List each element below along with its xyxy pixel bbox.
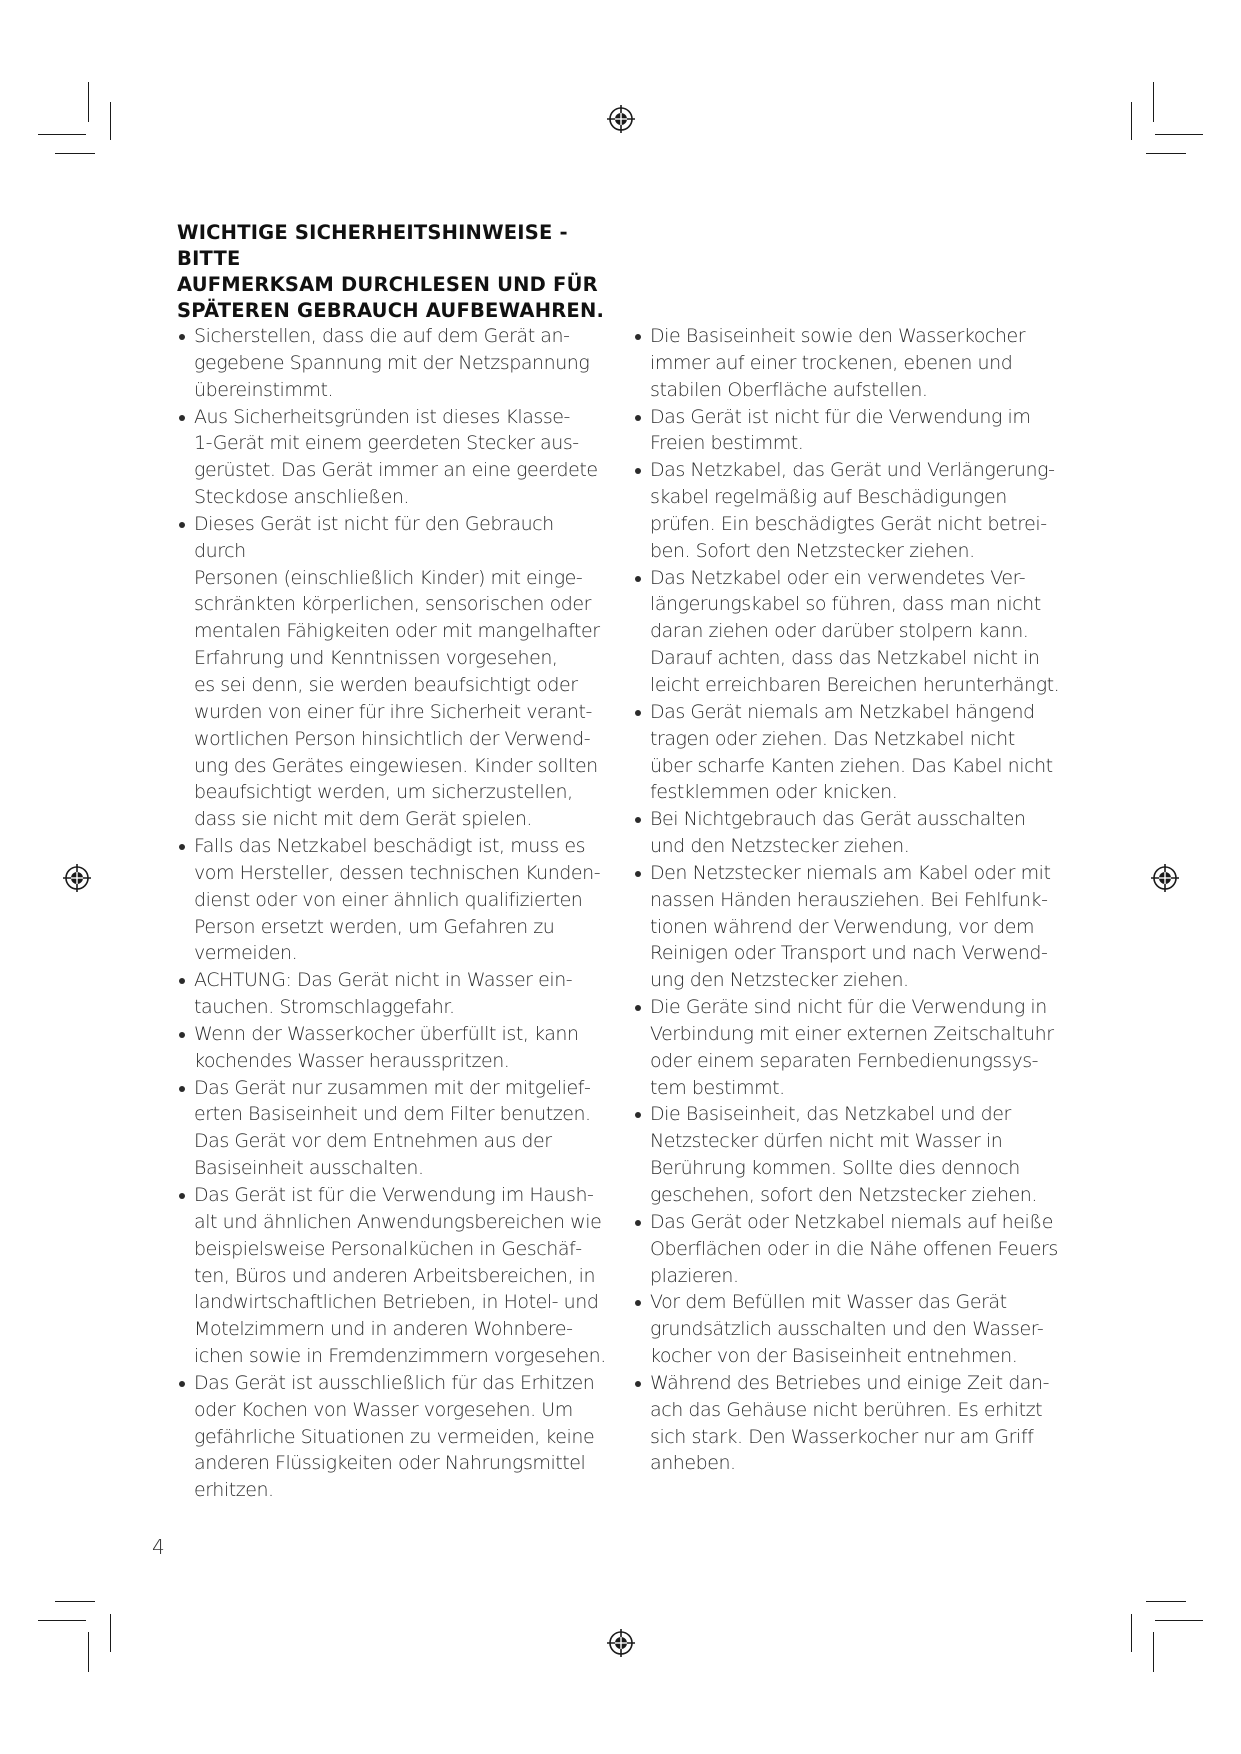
registration-mark-icon bbox=[62, 863, 92, 893]
list-item: Das Gerät niemals am Netzkabel hängend tragen oder ziehen. Das Netzkabel nicht über scharfe Kanten ziehen. Das Kabel nicht festklemmen oder knicken. bbox=[634, 699, 1070, 806]
crop-mark bbox=[38, 134, 86, 135]
crop-mark bbox=[110, 1614, 111, 1652]
list-item: Das Netzkabel oder ein verwendetes Ver- längerungskabel so führen, dass man nicht daran ziehen oder darüber stolpern kann. Darauf achten, dass das Netzkabel nicht in leicht erreichbaren Bereichen herunterhängt. bbox=[634, 565, 1070, 699]
list-item: Das Gerät oder Netzkabel niemals auf heiße Oberflächen oder in die Nähe offenen Feuers plazieren. bbox=[634, 1209, 1070, 1290]
list-item: Dieses Gerät ist nicht für den Gebrauch durch Personen (einschließlich Kinder) mit einge- schränkten körperlichen, sensorischen oder mentalen Fähigkeiten oder mit mangelhafter Erfahrung und Kenntnissen vorgesehen, es sei denn, sie werden beaufsichtigt oder wurden von einer für ihre Sicherheit verant- wortlichen Person hinsichtlich der Verwend- ung des Gerätes eingewiesen. Kinder sollten beaufsichtigt werden, um sicherzustellen, dass sie nicht mit dem Gerät spielen. bbox=[178, 511, 608, 833]
registration-mark-icon bbox=[606, 1628, 636, 1658]
list-item: Die Basiseinheit sowie den Wasserkocher immer auf einer trockenen, ebenen und stabilen Oberfläche aufstellen. bbox=[634, 323, 1070, 404]
list-item: Das Gerät ist für die Verwendung im Haush- alt und ähnlichen Anwendungsbereichen wie beispielsweise Personalküchen in Geschäf- ten, Büros und anderen Arbeitsbereichen, in landwirtschaftlichen Betrieben, in Hotel- und Motelzimmern und in anderen Wohnbere- ichen sowie in Fremdenzimmern vorgesehen. bbox=[178, 1182, 608, 1370]
safety-list-left bbox=[178, 323, 608, 1504]
crop-mark bbox=[55, 153, 95, 154]
list-item: ACHTUNG: Das Gerät nicht in Wasser ein- tauchen. Stromschlaggefahr. bbox=[178, 967, 608, 1021]
registration-mark-icon bbox=[1150, 863, 1180, 893]
list-item: Bei Nichtgebrauch das Gerät ausschalten und den Netzstecker ziehen. bbox=[634, 806, 1070, 860]
list-item: Den Netzstecker niemals am Kabel oder mit nassen Händen herausziehen. Bei Fehlfunk- tionen während der Verwendung, vor dem Reinigen oder Transport und nach Verwend- ung den Netzstecker ziehen. bbox=[634, 860, 1070, 994]
safety-list-right bbox=[634, 323, 1070, 1477]
crop-mark bbox=[1153, 1632, 1154, 1672]
crop-mark bbox=[1153, 82, 1154, 122]
crop-mark bbox=[1155, 1620, 1203, 1621]
crop-mark bbox=[38, 1620, 86, 1621]
list-item: Wenn der Wasserkocher überfüllt ist, kann kochendes Wasser herausspritzen. bbox=[178, 1021, 608, 1075]
crop-mark bbox=[1146, 1601, 1186, 1602]
list-item: Die Geräte sind nicht für die Verwendung in Verbindung mit einer externen Zeitschaltuhr oder einem separaten Fernbedienungssys- tem bestimmt. bbox=[634, 994, 1070, 1101]
crop-mark bbox=[88, 82, 89, 122]
list-item: Aus Sicherheitsgründen ist dieses Klasse- 1-Gerät mit einem geerdeten Stecker aus- gerüstet. Das Gerät immer an eine geerdete Steckdose anschließen. bbox=[178, 404, 608, 511]
crop-mark bbox=[88, 1632, 89, 1672]
list-item: Das Gerät ist nicht für die Verwendung im Freien bestimmt. bbox=[634, 404, 1070, 458]
crop-mark bbox=[1146, 153, 1186, 154]
crop-mark bbox=[110, 102, 111, 140]
list-item: Das Gerät ist ausschließlich für das Erhitzen oder Kochen von Wasser vorgesehen. Um gefährliche Situationen zu vermeiden, keine anderen Flüssigkeiten oder Nahrungsmittel erhitzen. bbox=[178, 1370, 608, 1504]
registration-mark-icon bbox=[606, 104, 636, 134]
crop-mark bbox=[1131, 102, 1132, 140]
page-number: 4 bbox=[152, 1535, 165, 1559]
crop-mark bbox=[1155, 134, 1203, 135]
list-item: Vor dem Befüllen mit Wasser das Gerät grundsätzlich ausschalten und den Wasser- kocher von der Basiseinheit entnehmen. bbox=[634, 1289, 1070, 1370]
list-item: Das Gerät nur zusammen mit der mitgelief- erten Basiseinheit und dem Filter benutzen. Das Gerät vor dem Entnehmen aus der Basiseinheit ausschalten. bbox=[178, 1075, 608, 1182]
list-item: Während des Betriebes und einige Zeit dan- ach das Gehäuse nicht berühren. Es erhitzt sich stark. Den Wasserkocher nur am Griff anheben. bbox=[634, 1370, 1070, 1477]
list-item: Die Basiseinheit, das Netzkabel und der Netzstecker dürfen nicht mit Wasser in Berührung kommen. Sollte dies dennoch geschehen, sofort den Netzstecker ziehen. bbox=[634, 1101, 1070, 1208]
safety-heading: WICHTIGE SICHERHEITSHINWEISE - BITTE AUFMERKSAM DURCHLESEN UND FÜR SPÄTEREN GEBRAUCH AUFBEWAHREN. bbox=[177, 221, 605, 322]
list-item: Das Netzkabel, das Gerät und Verlängerung- skabel regelmäßig auf Beschädigungen prüfen. Ein beschädigtes Gerät nicht betrei- ben. Sofort den Netzstecker ziehen. bbox=[634, 457, 1070, 564]
crop-mark bbox=[1131, 1614, 1132, 1652]
list-item: Falls das Netzkabel beschädigt ist, muss es vom Hersteller, dessen technischen Kunden- dienst oder von einer ähnlich qualifizierten Person ersetzt werden, um Gefahren zu vermeiden. bbox=[178, 833, 608, 967]
list-item: Sicherstellen, dass die auf dem Gerät an- gegebene Spannung mit der Netzspannung übereinstimmt. bbox=[178, 323, 608, 404]
crop-mark bbox=[55, 1601, 95, 1602]
